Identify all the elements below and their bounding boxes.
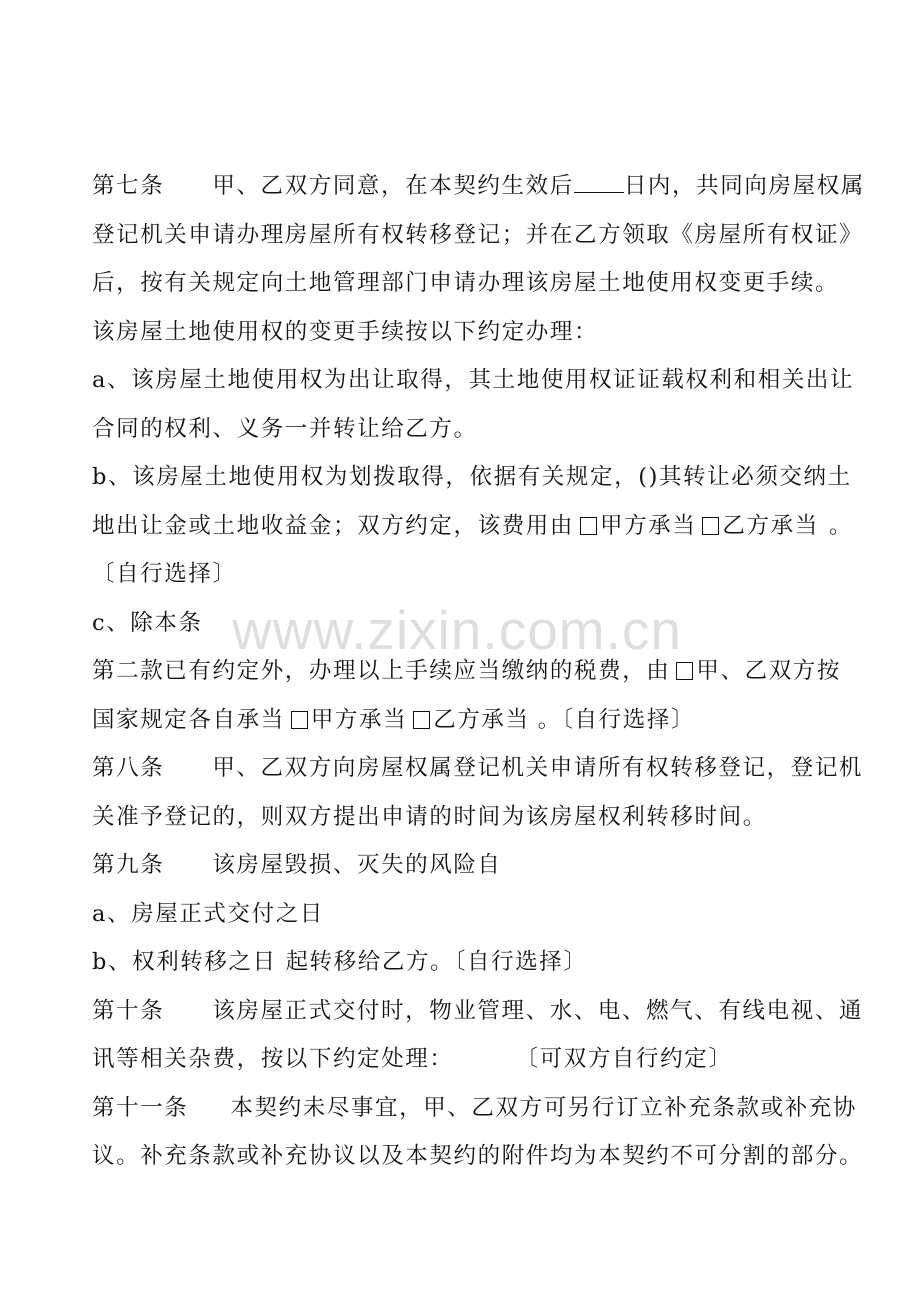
article-10-text: 讯等相关杂费，按以下约定处理：	[92, 1046, 454, 1072]
article-7-text: 日内，共同向房屋权属	[623, 173, 865, 199]
checkbox-label: 甲、乙双方按	[696, 658, 842, 684]
checkbox-label: 乙方承当	[722, 512, 819, 539]
article-11-text: 本契约未尽事宜，甲、乙双方可另行订立补充条款或补充协	[230, 1094, 858, 1121]
article-9-line-1	[92, 841, 832, 890]
item-c-text: 。〔自行选择〕	[537, 706, 696, 733]
article-7-item-a-line-2: 合同的权利、义务一并转让给乙方。	[92, 415, 478, 442]
article-7-text: 甲、乙双方同意，在本契约生效后	[212, 173, 574, 199]
article-7-line-3: 后，按有关规定向土地管理部门申请办理该房屋土地使用权变更手续。	[92, 270, 840, 296]
article-9-text: 该房屋毁损、灭失的风险自	[212, 852, 502, 878]
article-7-item-a-line-1: a、该房屋土地使用权为出让取得，其土地使用权证证载权利和相关出让	[92, 367, 855, 393]
item-c-text: 国家规定各自承当	[92, 706, 285, 733]
article-7-item-b-line-1: b、该房屋土地使用权为划拨取得，依据有关规定，()其转让必须交纳土	[92, 464, 852, 490]
article-10-line-1	[92, 987, 864, 1036]
item-c-text: 第二款已有约定外，办理以上手续应当缴纳的税费，由	[92, 658, 671, 684]
article-7-line-1	[92, 162, 865, 211]
contract-page	[92, 162, 865, 1181]
article-7-line-2: 登记机关申请办理房屋所有权转移登记；并在乙方领取《房屋所有权证》	[92, 221, 864, 248]
checkbox-label: 乙方承当	[433, 706, 530, 733]
article-7-item-c-line-1: c、除本条	[92, 609, 203, 636]
article-8-line-2: 关准予登记的，则双方提出申请的时间为该房屋权利转移时间。	[92, 803, 767, 830]
article-8-heading: 第八条	[92, 755, 165, 781]
checkbox-party-b[interactable]	[702, 517, 719, 535]
article-7-line-4: 该房屋土地使用权的变更手续按以下约定办理：	[92, 318, 599, 345]
article-11-line-2: 议。补充条款或补充协议以及本契约的附件均为本契约不可分割的部分。	[92, 1143, 864, 1169]
article-11-heading: 第十一条	[92, 1094, 189, 1121]
article-9-item-a: a、房屋正式交付之日	[92, 900, 324, 927]
watermark: www.zixin.com.cn	[232, 599, 682, 661]
article-10-heading: 第十条	[92, 997, 165, 1024]
article-8-text: 甲、乙双方向房屋权属登记机关申请所有权转移登记，登记机	[212, 755, 864, 781]
checkbox-party-b[interactable]	[413, 711, 430, 729]
article-7-item-c-line-3	[92, 696, 832, 745]
article-10-text: 该房屋正式交付时，物业管理、水、电、燃气、有线电视、通	[212, 997, 864, 1024]
checkbox-party-a[interactable]	[580, 517, 597, 535]
article-7-item-c-line-2	[92, 647, 842, 696]
article-7-item-b-line-3: 〔自行选择〕	[92, 561, 237, 587]
article-10-line-2	[92, 1035, 832, 1084]
checkbox-both-parties[interactable]	[676, 662, 693, 680]
article-9-heading: 第九条	[92, 852, 165, 878]
checkbox-label: 甲方承当	[310, 706, 408, 733]
article-10-note: 〔可双方自行约定〕	[515, 1046, 733, 1072]
article-9-item-b: b、权利转移之日 起转移给乙方。〔自行选择〕	[92, 949, 588, 975]
article-7-item-b-line-2	[92, 502, 853, 551]
punctuation: 。	[828, 512, 853, 539]
checkbox-party-a[interactable]	[291, 711, 308, 729]
article-8-line-1	[92, 744, 864, 793]
checkbox-label: 甲方承当	[600, 512, 697, 539]
article-7-heading: 第七条	[92, 173, 165, 199]
days-blank	[574, 174, 624, 193]
article-11-line-1	[92, 1084, 858, 1133]
item-b-text: 地出让金或土地收益金；双方约定，该费用由	[92, 512, 575, 539]
